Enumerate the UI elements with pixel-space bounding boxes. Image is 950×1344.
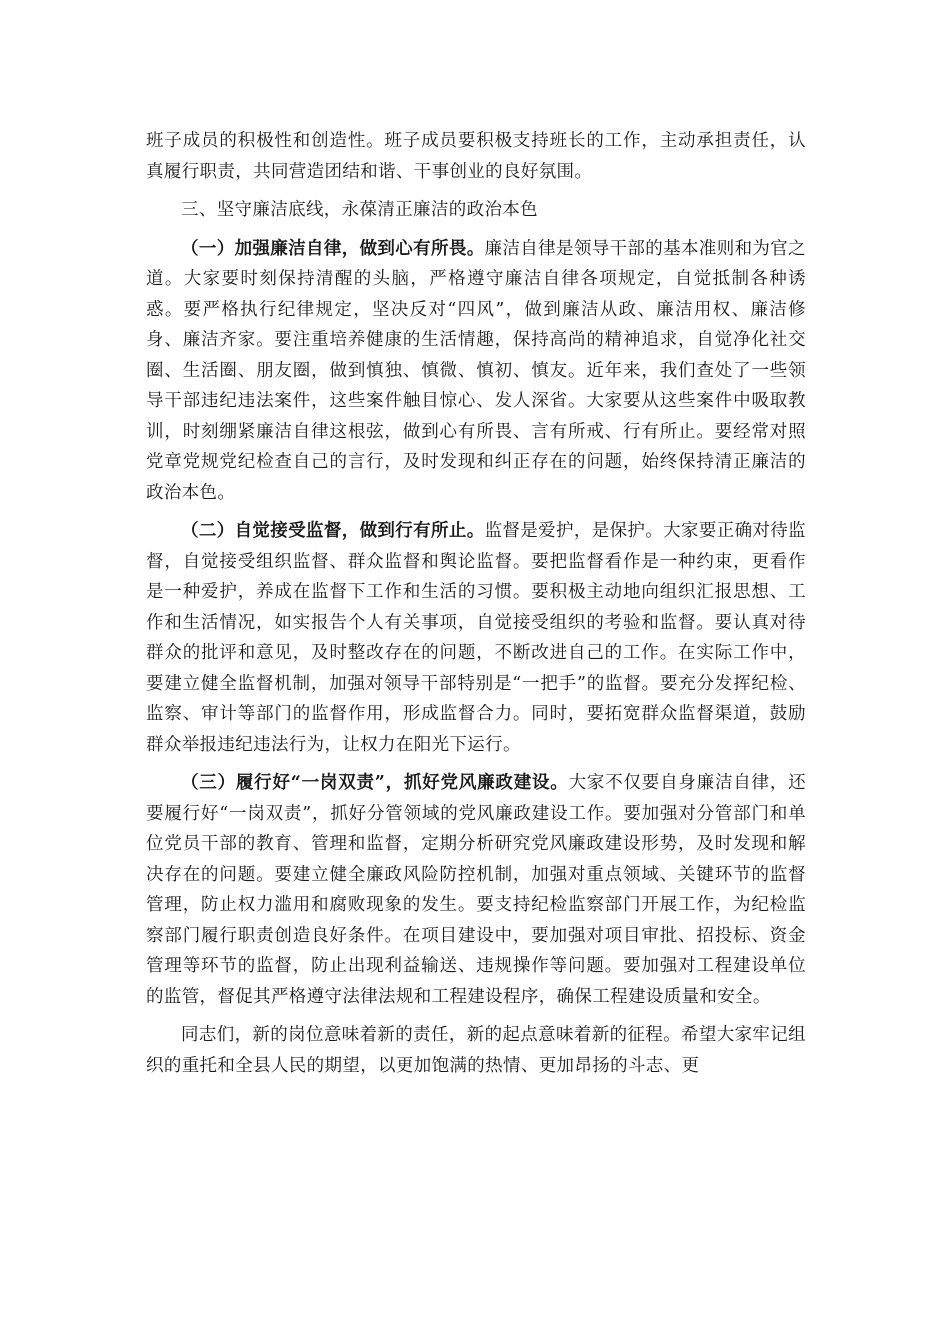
subsection-2-title: （二）自觉接受监督，做到行有所止。 (181, 521, 485, 541)
subsection-3-body: 大家不仅要自身廉洁自律，还要履行好“一岗双责”，抓好分管领域的党风廉政建设工作。要加强对分管部门和单位党员干部的教育、管理和监督，定期分析研究党风廉政建设形势，及时发现和解决存在的问题。要建立健全廉政风险防控机制，加强对重点领域、关键环节的监督管理，防止权力滥用和腐败现象的发生。要支持纪检监察部门开展工作，为纪检监察部门履行职责创造良好条件。在项目建设中，要加强对项目审批、招投标、资金管理等环节的监督，防止出现利益输送、违规操作等问题。要加强对工程建设单位的监管，督促其严格遵守法律法规和工程建设程序，确保工程建设质量和安全。 (146, 773, 806, 1007)
subsection-2-body: 监督是爱护，是保护。大家要正确对待监督，自觉接受组织监督、群众监督和舆论监督。要把监督看作是一种约束，更看作是一种爱护，养成在监督下工作和生活的习惯。要积极主动地向组织汇报思想、工作和生活情况，如实报告个人有关事项，自觉接受组织的考验和监督。要认真对待群众的批评和意见，及时整改存在的问题，不断改进自己的工作。在实际工作中，要建立健全监督机制，加强对领导干部特别是“一把手”的监督。要充分发挥纪检、监察、审计等部门的监督作用，形成监督合力。同时，要拓宽群众监督渠道，鼓励群众举报违纪违法行为，让权力在阳光下运行。 (146, 521, 806, 755)
subsection-1-title: （一）加强廉洁自律，做到心有所畏。 (181, 238, 485, 259)
closing-paragraph: 同志们，新的岗位意味着新的责任，新的起点意味着新的征程。希望大家牢记组织的重托和全县人民的期望，以更加饱满的热情、更加昂扬的斗志、更 (146, 1025, 806, 1076)
document-page (146, 126, 806, 1089)
subsection-3-paragraph (146, 768, 806, 1012)
subsection-1-body: 廉洁自律是领导干部的基本准则和为官之道。大家要时刻保持清醒的头脑，严格遵守廉洁自律各项规定，自觉抵制各种诱惑。要严格执行纪律规定，坚决反对“四风”，做到廉洁从政、廉洁用权、廉洁修身、廉洁齐家。要注重培养健康的生活情趣，保持高尚的精神追求，自觉净化社交圈、生活圈、朋友圈，做到慎独、慎微、慎初、慎友。近年来，我们查处了一些领导干部违纪违法案件，这些案件触目惊心、发人深省。大家要从这些案件中吸取教训，时刻绷紧廉洁自律这根弦，做到心有所畏、言有所戒、行有所止。要经常对照党章党规党纪检查自己的言行，及时发现和纠正存在的问题，始终保持清正廉洁的政治本色。 (146, 238, 806, 503)
subsection-1-paragraph (146, 234, 806, 509)
section-3-heading: 三、坚守廉洁底线，永葆清正廉洁的政治本色 (181, 200, 538, 220)
intro-paragraph: 班子成员的积极性和创造性。班子成员要积极支持班长的工作，主动承担责任，认真履行职责，共同营造团结和谐、干事创业的良好氛围。 (146, 131, 806, 182)
subsection-3-title: （三）履行好“一岗双责”，抓好党风廉政建设。 (181, 773, 569, 793)
subsection-2-paragraph (146, 516, 806, 760)
